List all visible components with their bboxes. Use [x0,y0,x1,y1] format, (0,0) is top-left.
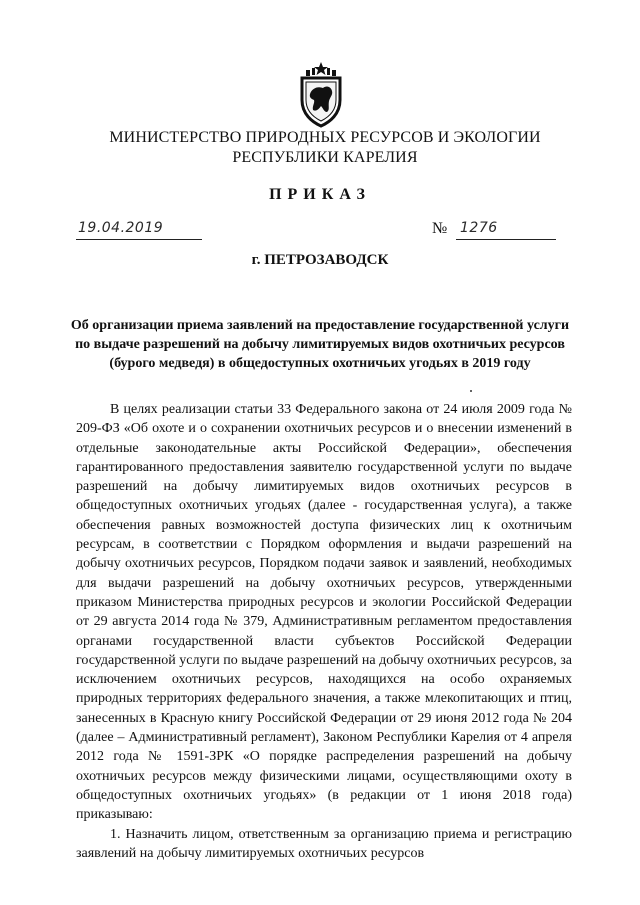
coat-of-arms-emblem [296,60,346,128]
ministry-name: МИНИСТЕРСТВО ПРИРОДНЫХ РЕСУРСОВ И ЭКОЛОГИИ РЕСПУБЛИКИ КАРЕЛИЯ [109,129,541,166]
body-paragraph-2: 1. Назначить лицом, ответственным за организацию приема и регистрацию заявлений на добычу лимитируемых охотничьих ресурсов [76,826,572,861]
number-field [456,220,556,240]
order-heading: Об организации приема заявлений на предоставление государственной услуги по выдаче разрешений на добычу лимитируемых видов охотничьих ресурсов (бурого медведя) в общедоступных охотничьих угодьях в 2019 году [70,318,570,371]
date-field [76,220,202,240]
stray-dot [470,390,472,392]
handwritten-date: 19.04.2019 [78,220,164,236]
order-body [76,400,572,863]
city-name: г. ПЕТРОЗАВОДСК [251,252,389,268]
number-label: № [432,220,448,237]
handwritten-number: 1276 [460,220,498,236]
body-paragraph-1: В целях реализации статьи 33 Федерального закона от 24 июля 2009 года № 209-ФЗ «Об охоте и о сохранении охотничьих ресурсов и о внесении изменений в отдельные законодательные акты Российской Федерации», обеспечения гарантированного предоставления заявителю государственной услуги по выдаче разрешений на добычу лимитируемых видов охотничьих ресурсов в общедоступных охотничьих угодьях (далее - государственная услуга), а также обеспечения равных возможностей доступа физических лиц к охотничьим ресурсам, в соответствии с Порядком оформления и выдачи разрешений на добычу охотничьих ресурсов, Порядком подачи заявок и заявлений, необходимых для выдачи разрешений на добычу охотничьих ресурсов, утвержденными приказом Министерства природных ресурсов и экологии Российской Федерации от 29 августа 2014 года № 379, Административным регламентом предоставления органами государственной власти субъектов Российской Федерации государственной услуги по выдаче разрешений на добычу охотничьих ресурсов, за исключением охотничьих ресурсов, находящихся на особо охраняемых природных территориях федерального значения, а также млекопитающих и птиц, занесенных в Красную книгу Российской Федерации от 29 июня 2012 года № 204 (далее – Административный регламент), Законом Республики Карелия от 4 апреля 2012 года № 1591-ЗРК «О порядке распределения разрешений на добычу охотничьих ресурсов между физическими лицами, осуществляющими охоту в общедоступных охотничьих угодьях» (в редакции от 1 июня 2018 года) приказываю: [76,402,572,823]
document-type: ПРИКАЗ [269,186,371,203]
